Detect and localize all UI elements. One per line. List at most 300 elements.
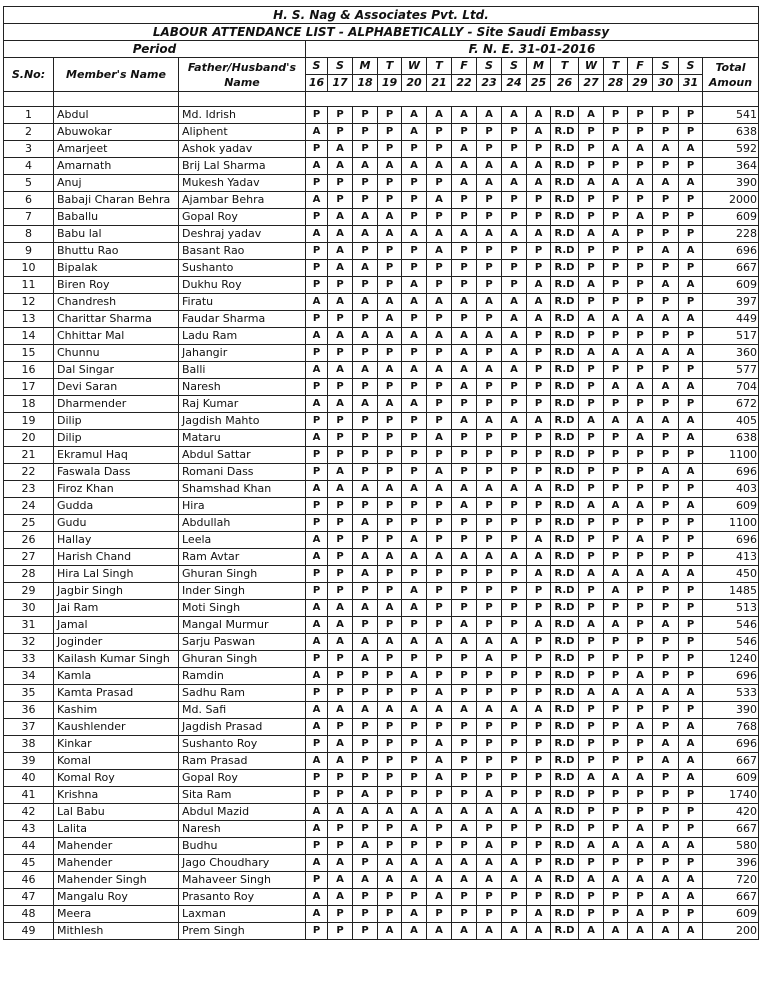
member-name: Chunnu	[54, 345, 179, 362]
attendance-cell: P	[653, 328, 679, 345]
attendance-cell: P	[679, 617, 703, 634]
serial-number: 12	[4, 294, 54, 311]
attendance-cell: P	[502, 583, 527, 600]
member-name: Mahender	[54, 838, 179, 855]
total-amount-header: Total Amoun	[703, 58, 759, 92]
attendance-cell: P	[427, 175, 452, 192]
attendance-cell: R.D	[551, 770, 579, 787]
attendance-cell: A	[353, 515, 378, 532]
serial-number: 4	[4, 158, 54, 175]
attendance-cell: P	[378, 379, 402, 396]
table-row	[4, 549, 759, 566]
attendance-cell: A	[378, 294, 402, 311]
attendance-cell: P	[527, 379, 551, 396]
serial-number: 33	[4, 651, 54, 668]
attendance-cell: P	[653, 396, 679, 413]
attendance-cell: P	[579, 396, 604, 413]
table-row	[4, 855, 759, 872]
attendance-cell: A	[306, 889, 328, 906]
attendance-cell: P	[653, 362, 679, 379]
attendance-cell: R.D	[551, 447, 579, 464]
attendance-cell: P	[653, 821, 679, 838]
attendance-cell: P	[378, 532, 402, 549]
attendance-cell: P	[353, 583, 378, 600]
table-row	[4, 345, 759, 362]
attendance-cell: P	[502, 209, 527, 226]
attendance-cell: P	[604, 260, 628, 277]
table-row	[4, 719, 759, 736]
attendance-cell: P	[502, 430, 527, 447]
attendance-cell: A	[628, 175, 653, 192]
table-row	[4, 430, 759, 447]
attendance-cell: P	[477, 753, 502, 770]
table-row	[4, 481, 759, 498]
attendance-cell: A	[427, 702, 452, 719]
attendance-cell: P	[527, 600, 551, 617]
attendance-cell: A	[604, 379, 628, 396]
attendance-cell: P	[477, 770, 502, 787]
attendance-cell: P	[452, 600, 477, 617]
member-name: Mahender	[54, 855, 179, 872]
serial-number: 10	[4, 260, 54, 277]
attendance-cell: P	[427, 396, 452, 413]
attendance-cell: P	[604, 651, 628, 668]
table-row	[4, 192, 759, 209]
attendance-cell: P	[628, 600, 653, 617]
attendance-cell: P	[452, 260, 477, 277]
attendance-cell: A	[679, 923, 703, 940]
attendance-cell: P	[679, 906, 703, 923]
attendance-cell: P	[579, 855, 604, 872]
attendance-cell: P	[452, 532, 477, 549]
attendance-cell: A	[378, 872, 402, 889]
attendance-cell: P	[402, 651, 427, 668]
attendance-cell: P	[378, 736, 402, 753]
attendance-cell: A	[306, 124, 328, 141]
attendance-cell: P	[502, 719, 527, 736]
attendance-cell: P	[402, 430, 427, 447]
attendance-cell: A	[477, 175, 502, 192]
total-amount: 609	[703, 770, 759, 787]
attendance-cell: R.D	[551, 872, 579, 889]
attendance-cell: A	[502, 362, 527, 379]
attendance-cell: A	[378, 549, 402, 566]
attendance-cell: R.D	[551, 617, 579, 634]
attendance-cell: P	[604, 889, 628, 906]
attendance-cell: P	[477, 889, 502, 906]
father-husband-name: Brij Lal Sharma	[179, 158, 306, 175]
table-row	[4, 158, 759, 175]
attendance-cell: A	[628, 413, 653, 430]
attendance-cell: P	[427, 600, 452, 617]
member-name: Jamal	[54, 617, 179, 634]
father-husband-name: Ladu Ram	[179, 328, 306, 345]
table-row	[4, 379, 759, 396]
attendance-cell: P	[328, 379, 353, 396]
total-amount: 696	[703, 464, 759, 481]
attendance-cell: A	[579, 566, 604, 583]
attendance-cell: P	[378, 243, 402, 260]
attendance-cell: P	[579, 821, 604, 838]
date-header: 24	[502, 75, 527, 92]
attendance-cell: P	[653, 498, 679, 515]
attendance-cell: P	[477, 532, 502, 549]
attendance-cell: P	[527, 328, 551, 345]
attendance-cell: A	[477, 413, 502, 430]
attendance-cell: P	[653, 107, 679, 124]
total-amount: 546	[703, 634, 759, 651]
attendance-cell: P	[502, 243, 527, 260]
attendance-cell: P	[427, 311, 452, 328]
table-row	[4, 753, 759, 770]
attendance-cell: P	[477, 243, 502, 260]
attendance-cell: P	[427, 498, 452, 515]
attendance-cell: A	[527, 175, 551, 192]
attendance-cell: P	[628, 294, 653, 311]
attendance-cell: A	[604, 311, 628, 328]
attendance-cell: P	[679, 192, 703, 209]
day-header: S	[502, 58, 527, 75]
attendance-cell: A	[328, 328, 353, 345]
attendance-cell: A	[378, 855, 402, 872]
father-husband-name: Sita Ram	[179, 787, 306, 804]
attendance-cell: P	[604, 821, 628, 838]
attendance-cell: A	[628, 838, 653, 855]
attendance-cell: A	[328, 617, 353, 634]
attendance-cell: P	[579, 328, 604, 345]
attendance-cell: A	[628, 498, 653, 515]
date-header: 23	[477, 75, 502, 92]
attendance-cell: A	[604, 923, 628, 940]
period-label: Period	[4, 41, 306, 58]
date-header: 26	[551, 75, 579, 92]
day-header: S	[306, 58, 328, 75]
attendance-cell: R.D	[551, 566, 579, 583]
attendance-cell: P	[477, 464, 502, 481]
attendance-cell: A	[427, 770, 452, 787]
attendance-cell: A	[502, 107, 527, 124]
total-amount: 403	[703, 481, 759, 498]
attendance-cell: P	[527, 260, 551, 277]
attendance-cell: P	[628, 124, 653, 141]
serial-number: 23	[4, 481, 54, 498]
member-name: Kashim	[54, 702, 179, 719]
attendance-cell: P	[527, 889, 551, 906]
attendance-cell: P	[502, 277, 527, 294]
serial-number: 35	[4, 685, 54, 702]
attendance-cell: A	[653, 685, 679, 702]
attendance-cell: R.D	[551, 158, 579, 175]
attendance-cell: A	[378, 226, 402, 243]
attendance-cell: P	[353, 736, 378, 753]
attendance-cell: P	[306, 498, 328, 515]
attendance-cell: P	[378, 838, 402, 855]
attendance-cell: P	[306, 651, 328, 668]
attendance-cell: P	[527, 464, 551, 481]
attendance-cell: A	[579, 617, 604, 634]
attendance-cell: P	[378, 192, 402, 209]
attendance-cell: P	[477, 498, 502, 515]
attendance-cell: P	[328, 124, 353, 141]
attendance-cell: R.D	[551, 719, 579, 736]
attendance-cell: R.D	[551, 634, 579, 651]
serial-number: 27	[4, 549, 54, 566]
attendance-cell: A	[653, 753, 679, 770]
member-name: Anuj	[54, 175, 179, 192]
day-header: M	[353, 58, 378, 75]
attendance-cell: A	[378, 481, 402, 498]
attendance-cell: A	[427, 158, 452, 175]
attendance-cell: P	[527, 192, 551, 209]
attendance-cell: P	[353, 889, 378, 906]
total-amount: 533	[703, 685, 759, 702]
attendance-cell: P	[679, 821, 703, 838]
attendance-cell: A	[427, 923, 452, 940]
father-husband-name: Raj Kumar	[179, 396, 306, 413]
attendance-cell: A	[628, 345, 653, 362]
serial-number: 26	[4, 532, 54, 549]
day-header: T	[378, 58, 402, 75]
total-amount: 638	[703, 124, 759, 141]
attendance-cell: A	[328, 481, 353, 498]
attendance-cell: P	[402, 345, 427, 362]
attendance-cell: A	[502, 549, 527, 566]
father-husband-name: Ghuran Singh	[179, 651, 306, 668]
table-row	[4, 243, 759, 260]
attendance-cell: P	[427, 838, 452, 855]
attendance-cell: A	[653, 617, 679, 634]
attendance-cell: P	[502, 600, 527, 617]
table-row	[4, 685, 759, 702]
attendance-cell: P	[353, 345, 378, 362]
attendance-cell: P	[477, 736, 502, 753]
attendance-cell: P	[477, 906, 502, 923]
attendance-cell: R.D	[551, 294, 579, 311]
attendance-cell: P	[452, 906, 477, 923]
attendance-cell: A	[306, 532, 328, 549]
attendance-cell: P	[527, 243, 551, 260]
serial-number: 39	[4, 753, 54, 770]
attendance-cell: A	[378, 702, 402, 719]
table-row	[4, 838, 759, 855]
attendance-cell: A	[604, 345, 628, 362]
attendance-cell: P	[402, 413, 427, 430]
serial-number: 38	[4, 736, 54, 753]
father-husband-name: Mangal Murmur	[179, 617, 306, 634]
attendance-cell: P	[579, 294, 604, 311]
attendance-cell: P	[353, 821, 378, 838]
attendance-cell: P	[679, 549, 703, 566]
attendance-cell: R.D	[551, 498, 579, 515]
attendance-cell: P	[653, 294, 679, 311]
attendance-cell: P	[653, 447, 679, 464]
total-amount: 513	[703, 600, 759, 617]
attendance-cell: P	[452, 719, 477, 736]
attendance-cell: P	[653, 209, 679, 226]
attendance-cell: P	[306, 923, 328, 940]
company-name: H. S. Nag & Associates Pvt. Ltd.	[4, 7, 759, 24]
date-header: 31	[679, 75, 703, 92]
attendance-cell: P	[679, 583, 703, 600]
date-header: 18	[353, 75, 378, 92]
attendance-cell: R.D	[551, 362, 579, 379]
attendance-cell: R.D	[551, 600, 579, 617]
day-header: W	[402, 58, 427, 75]
attendance-cell: P	[604, 328, 628, 345]
member-name: Komal	[54, 753, 179, 770]
attendance-cell: P	[653, 702, 679, 719]
attendance-cell: A	[353, 294, 378, 311]
attendance-cell: P	[378, 668, 402, 685]
table-row	[4, 124, 759, 141]
attendance-cell: P	[679, 226, 703, 243]
table-row	[4, 923, 759, 940]
attendance-cell: A	[628, 923, 653, 940]
attendance-cell: P	[679, 702, 703, 719]
total-amount: 592	[703, 141, 759, 158]
attendance-cell: A	[628, 430, 653, 447]
attendance-cell: P	[353, 753, 378, 770]
attendance-cell: P	[427, 787, 452, 804]
total-amount: 390	[703, 175, 759, 192]
father-husband-name: Sarju Paswan	[179, 634, 306, 651]
member-name: Joginder	[54, 634, 179, 651]
attendance-cell: P	[353, 532, 378, 549]
attendance-cell: P	[402, 141, 427, 158]
attendance-cell: A	[353, 481, 378, 498]
total-amount: 420	[703, 804, 759, 821]
attendance-cell: P	[452, 515, 477, 532]
attendance-cell: P	[604, 481, 628, 498]
attendance-cell: A	[328, 889, 353, 906]
attendance-cell: A	[402, 549, 427, 566]
table-row	[4, 702, 759, 719]
attendance-cell: A	[653, 736, 679, 753]
attendance-cell: A	[452, 923, 477, 940]
day-header: S	[653, 58, 679, 75]
attendance-cell: P	[378, 498, 402, 515]
attendance-cell: A	[306, 430, 328, 447]
attendance-cell: P	[527, 651, 551, 668]
attendance-cell: A	[378, 311, 402, 328]
attendance-cell: P	[378, 617, 402, 634]
attendance-cell: A	[679, 889, 703, 906]
attendance-cell: A	[604, 685, 628, 702]
table-row	[4, 277, 759, 294]
attendance-cell: A	[527, 872, 551, 889]
attendance-cell: P	[427, 821, 452, 838]
attendance-cell: A	[328, 158, 353, 175]
attendance-cell: R.D	[551, 651, 579, 668]
attendance-cell: P	[353, 277, 378, 294]
serial-number: 15	[4, 345, 54, 362]
serial-number: 2	[4, 124, 54, 141]
member-name: Kamta Prasad	[54, 685, 179, 702]
serial-number: 25	[4, 515, 54, 532]
attendance-cell: A	[402, 668, 427, 685]
attendance-cell: P	[502, 464, 527, 481]
member-name-header: Member's Name	[54, 58, 179, 92]
father-husband-name: Jagdish Mahto	[179, 413, 306, 430]
attendance-cell: A	[353, 804, 378, 821]
attendance-cell: P	[604, 804, 628, 821]
day-header: S	[679, 58, 703, 75]
attendance-cell: P	[604, 736, 628, 753]
father-husband-name: Inder Singh	[179, 583, 306, 600]
attendance-cell: A	[477, 855, 502, 872]
attendance-cell: A	[527, 906, 551, 923]
attendance-cell: P	[328, 923, 353, 940]
table-row	[4, 464, 759, 481]
attendance-cell: A	[452, 549, 477, 566]
attendance-cell: A	[402, 124, 427, 141]
attendance-sheet	[3, 6, 763, 940]
attendance-cell: A	[306, 702, 328, 719]
attendance-cell: P	[502, 498, 527, 515]
serial-number: 44	[4, 838, 54, 855]
attendance-cell: P	[378, 277, 402, 294]
attendance-cell: P	[604, 430, 628, 447]
attendance-cell: P	[679, 260, 703, 277]
attendance-cell: A	[353, 549, 378, 566]
total-amount: 1240	[703, 651, 759, 668]
attendance-cell: A	[427, 243, 452, 260]
attendance-cell: P	[353, 498, 378, 515]
attendance-cell: P	[477, 668, 502, 685]
father-husband-name: Jago Choudhary	[179, 855, 306, 872]
attendance-cell: A	[628, 311, 653, 328]
attendance-cell: P	[604, 787, 628, 804]
serial-number: 5	[4, 175, 54, 192]
attendance-cell: A	[427, 549, 452, 566]
attendance-cell: P	[427, 906, 452, 923]
attendance-cell: A	[502, 804, 527, 821]
attendance-cell: P	[353, 192, 378, 209]
attendance-cell: P	[306, 515, 328, 532]
attendance-cell: R.D	[551, 226, 579, 243]
father-husband-name: Ram Avtar	[179, 549, 306, 566]
father-husband-name: Sushanto	[179, 260, 306, 277]
attendance-cell: A	[502, 413, 527, 430]
attendance-cell: P	[306, 872, 328, 889]
attendance-cell: P	[353, 141, 378, 158]
attendance-cell: P	[378, 260, 402, 277]
attendance-cell: A	[306, 328, 328, 345]
attendance-cell: P	[353, 447, 378, 464]
attendance-cell: A	[353, 634, 378, 651]
member-name: Harish Chand	[54, 549, 179, 566]
day-header: S	[477, 58, 502, 75]
attendance-cell: P	[378, 566, 402, 583]
member-name: Mithlesh	[54, 923, 179, 940]
attendance-cell: R.D	[551, 668, 579, 685]
attendance-cell: A	[306, 226, 328, 243]
member-name: Chhittar Mal	[54, 328, 179, 345]
attendance-cell: A	[402, 294, 427, 311]
attendance-cell: A	[679, 277, 703, 294]
member-name: Babaji Charan Behra	[54, 192, 179, 209]
father-husband-name: Abdul Sattar	[179, 447, 306, 464]
attendance-cell: A	[653, 175, 679, 192]
attendance-cell: P	[477, 685, 502, 702]
attendance-cell: P	[604, 549, 628, 566]
member-name: Amarjeet	[54, 141, 179, 158]
attendance-cell: P	[378, 515, 402, 532]
attendance-cell: P	[378, 787, 402, 804]
serial-number: 47	[4, 889, 54, 906]
attendance-cell: P	[527, 821, 551, 838]
attendance-cell: R.D	[551, 787, 579, 804]
